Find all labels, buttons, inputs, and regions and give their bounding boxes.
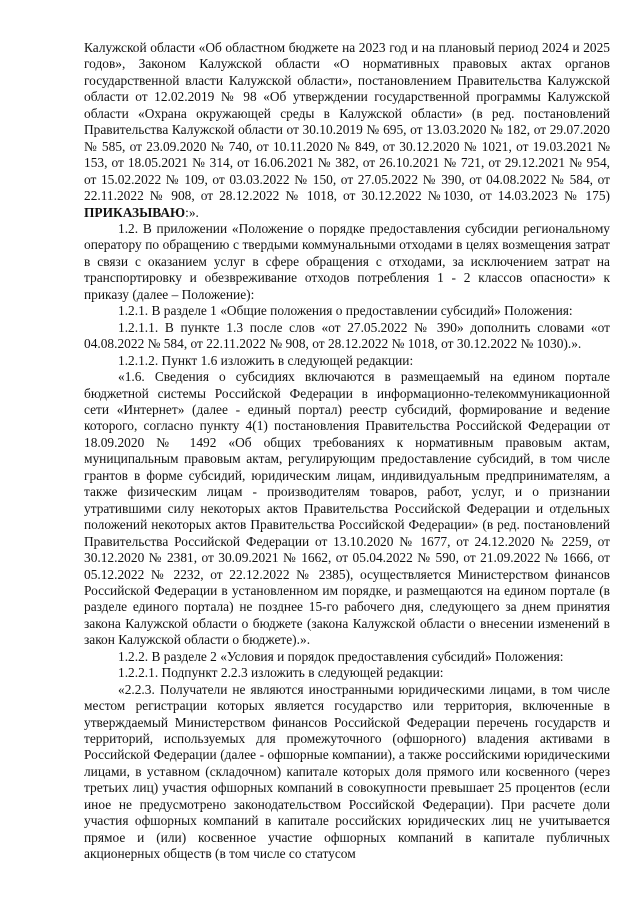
paragraph-1-2-1: 1.2.1. В разделе 1 «Общие положения о предоставлении субсидий» Положения: (118, 303, 573, 319)
paragraph-2-2-3-quote: «2.2.3. Получатели не являются иностранными юридическими лицами, в том числе местом регистрации которых является государство или территория, включенные в утверждаемый Министерством финансов Российской Федерации перечень государств и территорий, используемых для промежуточного (офшорного) владения активами в Российской Федерации (далее - офшорные компании), а также российскими юридическими лицами, в уставном (складочном) капитале которых доля прямого или косвенного (через третьих лиц) участия офшорных компаний в совокупности превышает 25 процентов (если иное не предусмотрено законодательством Российской Федерации). При расчете доли участия офшорных компаний в капитале российских юридических лиц не учитывается прямое и (или) косвенное участие офшорных компаний в капитале публичных акционерных обществ (в том числе со статусом (84, 681, 610, 862)
order-keyword: ПРИКАЗЫВАЮ (84, 204, 186, 220)
paragraph-1-2-2-1: 1.2.2.1. Подпункт 2.2.3 изложить в следующей редакции: (118, 665, 444, 681)
paragraph-1-2-1-1: 1.2.1.1. В пункте 1.3 после слов «от 27.05.2022 № 390» дополнить словами «от 04.08.2022 № 584, от 22.11.2022 № 908, от 28.12.2022 № 1018, от 30.12.2022 № 1030).». (84, 319, 610, 352)
paragraph-1-2-2: 1.2.2. В разделе 2 «Условия и порядок предоставления субсидий» Положения: (118, 648, 564, 664)
intro-text: Калужской области «Об областном бюджете на 2023 год и на плановый период 2024 и 2025 годов», Законом Калужской области «О нормативных правовых актах органов государственной власти Калужской области», постановлением Правительства Калужской области от 12.02.2019 № 98 «Об утверждении государственной программы Калужской области «Охрана окружающей среды в Калужской области» (в ред. постановлений Правительства Калужской области от 30.10.2019 № 695, от 13.03.2020 № 182, от 29.07.2020 № 585, от 23.09.2020 № 740, от 10.11.2020 № 849, от 30.12.2020 № 1021, от 19.03.2021 № 153, от 18.05.2021 № 314, от 16.06.2021 № 382, от 26.10.2021 № 721, от 29.12.2021 № 954, от 15.02.2022 № 109, от 03.03.2022 № 150, от 27.05.2022 № 390, от 04.08.2022 № 584, от 22.11.2022 № 908, от 28.12.2022 № 1018, от 30.12.2022 №1030, от 14.03.2023 № 175) (84, 40, 610, 204)
intro-paragraph (84, 40, 610, 221)
paragraph-1-2-1-2: 1.2.1.2. Пункт 1.6 изложить в следующей редакции: (118, 352, 414, 368)
paragraph-1-2: 1.2. В приложении «Положение о порядке предоставления субсидии региональному оператору по обращению с твердыми коммунальными отходами в целях возмещения затрат в связи с оказанием услуг в сфере обращения с отходами, за исключением затрат на транспортировку и обезвреживание отходов потребления 1 - 2 классов опасности» к приказу (далее – Положение): (84, 220, 610, 302)
paragraph-1-6-quote: «1.6. Сведения о субсидиях включаются в размещаемый на едином портале бюджетной системы Российской Федерации в информационно-телекоммуникационной сети «Интернет» (далее - единый портал) реестр субсидий, формирование и ведение которого, согласно пункту 4(1) постановления Правительства Российской Федерации от 18.09.2020 № 1492 «Об общих требованиях к нормативным правовым актам, муниципальным правовым актам, регулирующим предоставление субсидий, в том числе грантов в форме субсидий, юридическим лицам, индивидуальным предпринимателям, а также физическим лицам - производителям товаров, работ, услуг, и о признании утратившими силу некоторых актов Правительства Российской Федерации и отдельных положений некоторых актов Правительства Российской Федерации» (в ред. постановлений Правительства Российской Федерации от 13.10.2020 № 1677, от 24.12.2020 № 2259, от 30.12.2020 № 2381, от 30.09.2021 № 1662, от 05.04.2022 № 590, от 21.09.2022 № 1666, от 05.12.2022 № 2232, от 22.12.2022 № 2385), осуществляется Министерством финансов Российской Федерации в установленном им порядке, и размещаются на едином портале (в разделе единого портала) не позднее 15-го рабочего дня, следующего за днем принятия закона Калужской области о бюджете (закона Калужской области о внесении изменений в закон Калужской области о бюджете).». (84, 369, 610, 648)
document-page (84, 40, 610, 863)
intro-tail: :». (185, 204, 199, 220)
